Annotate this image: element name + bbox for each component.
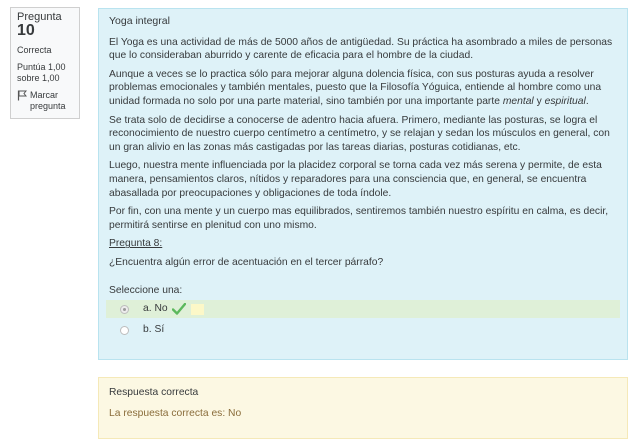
question-prompt: ¿Encuentra algún error de acentuación en el tercer párrafo?	[109, 256, 384, 268]
select-label: Seleccione una:	[109, 284, 183, 296]
question-info-panel	[10, 7, 80, 119]
question-label: Pregunta	[17, 11, 62, 23]
paragraph-5: Por fin, con una mente y un cuerpo mas equilibrados, sentiremos también nuestro espíritu en calma, es decir, permitirá sentirse en plenitud con uno mismo.	[109, 206, 609, 231]
sub-question-title: Pregunta 8:	[109, 238, 163, 250]
question-text-box	[98, 8, 628, 360]
flag-label-line-1: Marcar	[30, 90, 59, 100]
paragraph-3: Se trata solo de decidirse a conocerse de adentro hacia afuera. Primero, mediante las posturas, se logra el reconocimiento de nuestro cuerpo centímetro a centímetro, y se relajan y sedan los músculos en general, con un gran alivio en las zonas más castigadas por las tareas diarias, posturas cotidianas, etc.	[109, 114, 610, 153]
correct-answer-text: La respuesta correcta es: No	[109, 408, 242, 419]
option-b[interactable]	[106, 321, 620, 339]
feedback-box	[98, 377, 628, 439]
paragraph-1: El Yoga es una actividad de más de 5000 años de antigüedad. Su práctica ha asombrado a miles de personas que lo consideraban aburrido y carente de eficacia para el hombre de la ciudad.	[109, 36, 613, 62]
paragraph-2-end: .	[585, 95, 589, 107]
paragraph-2-text: Aunque a veces se lo practica sólo para mejorar alguna dolencia física, con sus posturas ayuda a resolver problemas emocionales y también mentales, puesto que la Filosofía Yóguica, entiende al hombre como una unidad formada no solo por una parte material, sino también por una importante parte	[109, 68, 602, 107]
paragraph-4: Luego, nuestra mente influenciada por la placidez corporal se torna cada vez más serena y permite, de esta manera, pensamientos claros, nítidos y reparadores para una consciencia que, en general, se encuentra abasallada por preocupaciones y obligaciones de toda índole.	[109, 160, 602, 199]
feedback-title: Respuesta correcta	[109, 387, 199, 398]
paragraph-2-conjunction: y	[533, 95, 545, 107]
option-a-radio[interactable]	[120, 305, 129, 314]
grade-line-2: sobre 1,00	[17, 73, 60, 83]
highlight-marker	[191, 304, 204, 315]
question-number: 10	[17, 22, 35, 39]
check-icon	[172, 303, 186, 315]
question-state: Correcta	[17, 45, 52, 55]
option-a[interactable]	[106, 300, 620, 318]
flag-icon	[17, 90, 27, 101]
paragraph-2	[109, 68, 617, 109]
flag-label-line-2: pregunta	[30, 101, 66, 111]
option-a-label: a. No	[143, 303, 168, 315]
option-b-radio[interactable]	[120, 326, 129, 335]
option-b-label: b. Sí	[143, 324, 165, 336]
emphasis-espiritual: espiritual	[544, 95, 586, 107]
question-grade	[17, 62, 73, 84]
grade-line-1: Puntúa 1,00	[17, 62, 66, 72]
answer-options	[109, 300, 617, 339]
emphasis-mental: mental	[502, 95, 534, 107]
flag-question-link[interactable]	[17, 90, 73, 112]
reading-title: Yoga integral	[109, 15, 170, 27]
